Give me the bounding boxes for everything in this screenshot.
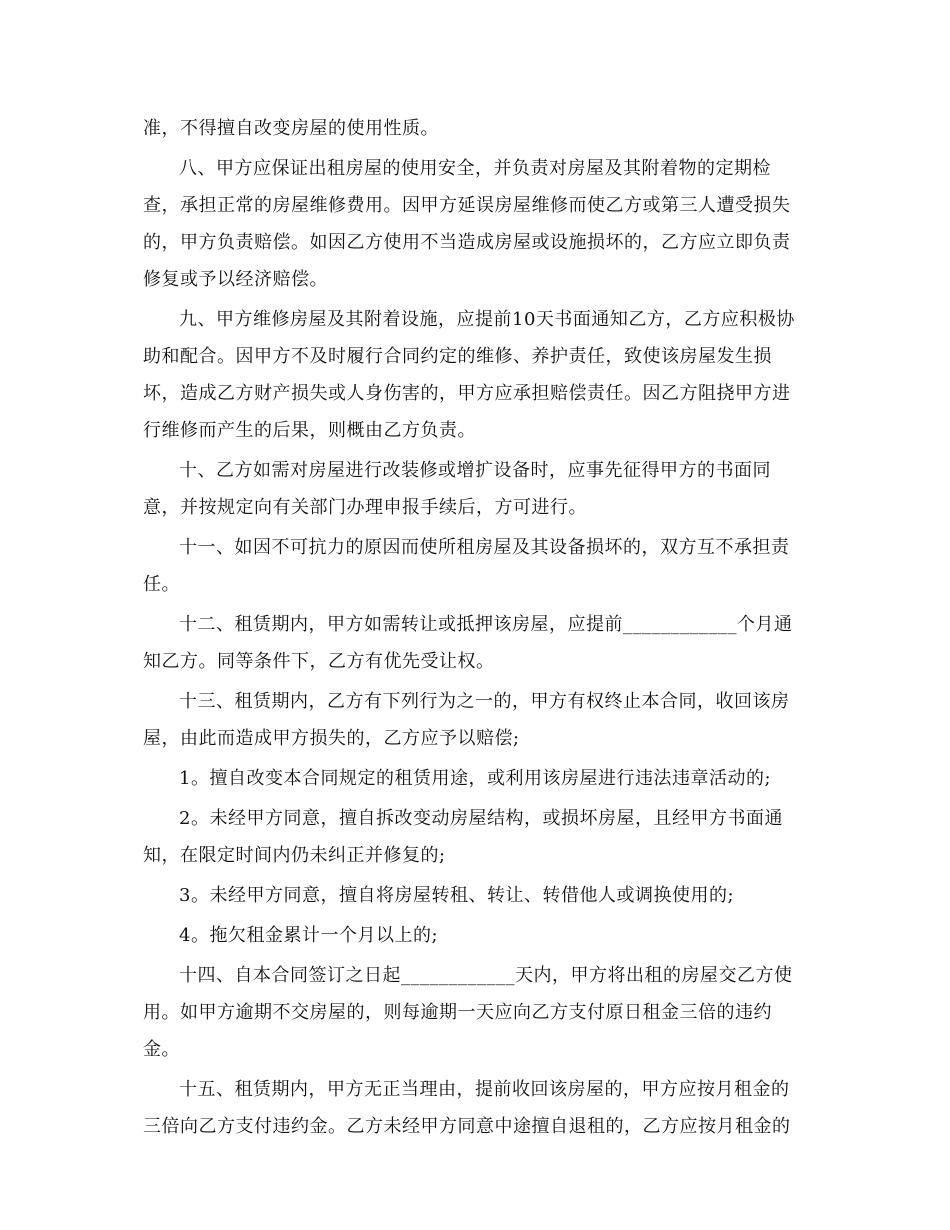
document-page	[143, 110, 808, 1145]
text-line: 十一、如因不可抗力的原因而使所租房屋及其设备损坏的，双方互不承担责	[179, 537, 790, 558]
text-line: 十、乙方如需对房屋进行改装修或增扩设备时，应事先征得甲方的书面同	[179, 460, 771, 481]
text-line: 助和配合。因甲方不及时履行合同约定的维修、养护责任，致使该房屋发生损	[143, 346, 772, 367]
text-line: 3。未经甲方同意，擅自将房屋转租、转让、转借他人或调换使用的;	[179, 885, 735, 906]
text-line: 1。擅自改变本合同规定的租赁用途，或利用该房屋进行违法违章活动的;	[179, 768, 772, 789]
text-line: 修复或予以经济赔偿。	[143, 269, 328, 290]
text-line: 用。如甲方逾期不交房屋的，则每逾期一天应向乙方支付原日租金三倍的违约	[143, 1002, 772, 1023]
text-line: 十四、自本合同签订之日起____________天内，甲方将出租的房屋交乙方使	[179, 965, 793, 986]
text-line: 十三、租赁期内，乙方有下列行为之一的，甲方有权终止本合同，收回该房	[179, 691, 790, 712]
text-line: 知，在限定时间内仍未纠正并修复的;	[143, 845, 446, 866]
text-line: 九、甲方维修房屋及其附着设施，应提前10天书面通知乙方，乙方应积极协	[179, 309, 795, 330]
contract-text	[143, 110, 808, 1145]
text-line: 三倍向乙方支付违约金。乙方未经甲方同意中途擅自退租的，乙方应按月租金的	[143, 1116, 791, 1137]
text-line: 八、甲方应保证出租房屋的使用安全，并负责对房屋及其附着物的定期检	[179, 158, 771, 179]
text-line: 查，承担正常的房屋维修费用。因甲方延误房屋维修而使乙方或第三人遭受损失	[143, 195, 791, 216]
text-line: 4。拖欠租金累计一个月以上的;	[179, 925, 439, 946]
text-line: 行维修而产生的后果，则概由乙方负责。	[143, 420, 476, 441]
text-line: 十二、租赁期内，甲方如需转让或抵押该房屋，应提前____________个月通	[179, 614, 793, 635]
text-line: 知乙方。同等条件下，乙方有优先受让权。	[143, 651, 495, 672]
text-line: 十五、租赁期内，甲方无正当理由，提前收回该房屋的，甲方应按月租金的	[179, 1079, 790, 1100]
text-line: 意，并按规定向有关部门办理申报手续后，方可进行。	[143, 497, 587, 518]
text-line: 2。未经甲方同意，擅自拆改变动房屋结构，或损坏房屋，且经甲方书面通	[179, 808, 783, 829]
text-line: 的，甲方负责赔偿。如因乙方使用不当造成房屋或设施损坏的，乙方应立即负责	[143, 232, 791, 253]
text-line: 任。	[143, 574, 180, 595]
text-line: 屋，由此而造成甲方损失的，乙方应予以赔偿;	[143, 728, 520, 749]
text-line: 准，不得擅自改变房屋的使用性质。	[143, 118, 439, 139]
text-line: 坏，造成乙方财产损失或人身伤害的，甲方应承担赔偿责任。因乙方阻挠甲方进	[143, 383, 791, 404]
text-line: 金。	[143, 1039, 180, 1060]
